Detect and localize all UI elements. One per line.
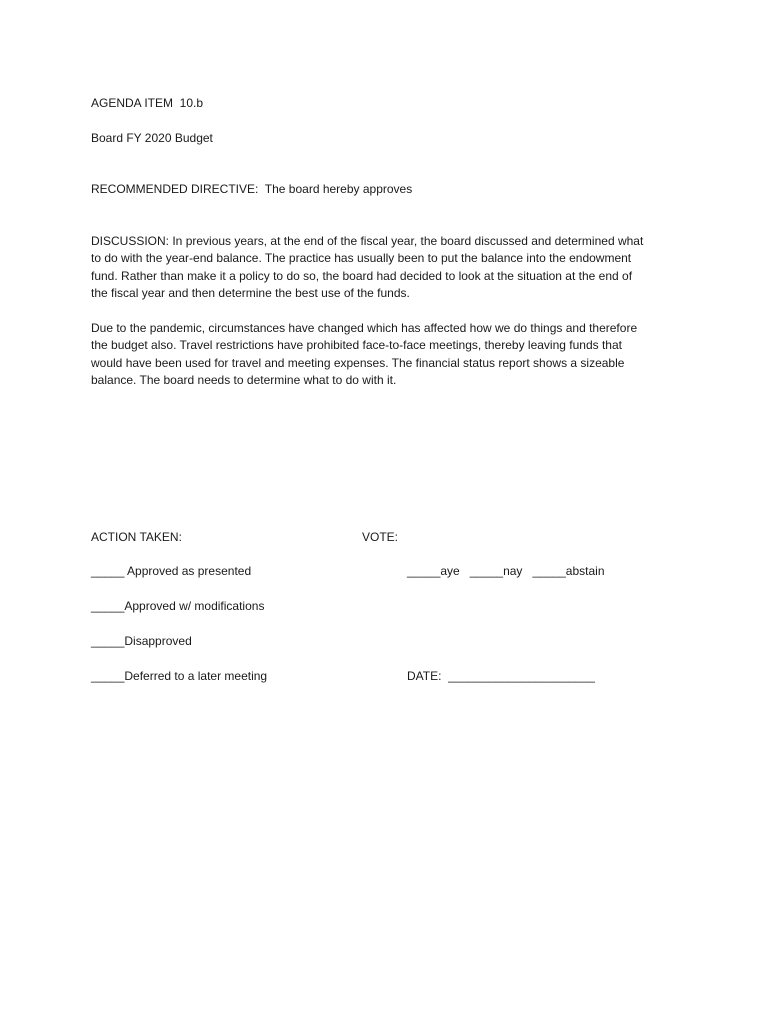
pandemic-line: the budget also. Travel restrictions have prohibited face-to-face meetings, thereby leaving funds that [91, 338, 622, 353]
recommended-directive: RECOMMENDED DIRECTIVE: The board hereby approves [91, 182, 413, 196]
action-option-disapproved: _____Disapproved [91, 634, 192, 648]
discussion-line: the fiscal year and then determine the best use of the funds. [91, 285, 410, 300]
action-taken-heading: ACTION TAKEN: [91, 530, 182, 544]
pandemic-line: balance. The board needs to determine what to do with it. [91, 372, 397, 387]
discussion-line: to do with the year-end balance. The practice has usually been to put the balance into the endowment [91, 251, 632, 266]
discussion-paragraph [91, 233, 681, 302]
pandemic-paragraph [91, 320, 681, 389]
action-option-approved: _____ Approved as presented [91, 564, 252, 578]
date-line: DATE: ______________________ [407, 669, 595, 683]
agenda-item: AGENDA ITEM 10.b [91, 96, 204, 110]
document-title: Board FY 2020 Budget [91, 131, 213, 145]
discussion-line: fund. Rather than make it a policy to do so, the board had decided to look at the situation at the end of [91, 268, 633, 283]
pandemic-line: would have been used for travel and meeting expenses. The financial status report shows a sizeable [91, 355, 625, 370]
vote-heading: VOTE: [362, 530, 399, 544]
action-option-deferred: _____Deferred to a later meeting [91, 669, 268, 683]
action-option-approved-modifications: _____Approved w/ modifications [91, 599, 265, 613]
discussion-line: DISCUSSION: In previous years, at the end of the fiscal year, the board discussed and determined what [91, 234, 644, 248]
pandemic-line: Due to the pandemic, circumstances have changed which has affected how we do things and therefore [91, 321, 638, 335]
vote-line: _____aye _____nay _____abstain [407, 564, 605, 578]
